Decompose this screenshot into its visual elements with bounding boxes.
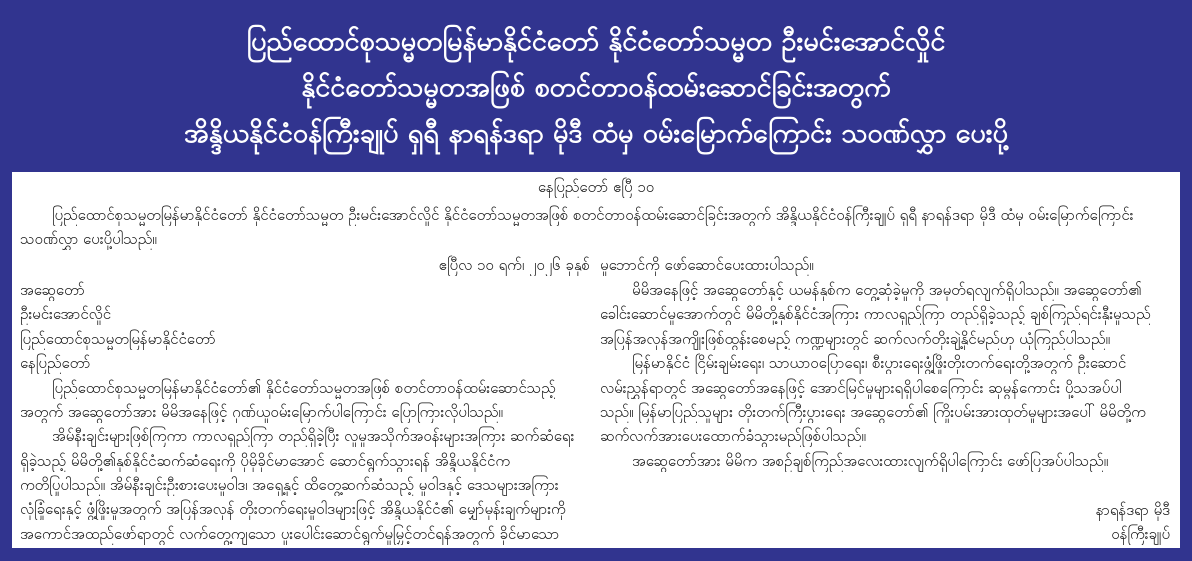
intro-paragraph-line: ပြည်ထောင်စုသမ္မတမြန်မာနိုင်ငံတော် နိုင်ငံတော်သမ္မတ ဦးမင်းအောင်လှိုင် နိုင်ငံတော်သမ္မတအဖြစ် စတင်တာဝန်ထမ်းဆောင်ခြင်းအတွက် အိန္ဒိယနိုင်ငံဝန်ကြီးချုပ် ရှရီ နာရန်ဒရာ မိုဒီ ထံမှ ဝမ်းမြောက်ကြောင်း <box>52 206 1134 224</box>
addressee-salutation: အဆွေတော် <box>20 281 85 299</box>
letter-line: ရှိခဲ့သည့် မိမိတို့၏နှစ်နိုင်ငံဆက်ဆံရေးကို ပိုမိုခိုင်မာအောင် ဆောင်ရွက်သွားရန် အိန္ဒိယနိုင်ငံက <box>20 452 511 470</box>
letter-line: မြန်မာနိုင်ငံ ငြိမ်းချမ်းရေး၊ သာယာဝပြောရေး၊ စီးပွားရေးဖွံ့ဖြိုးတိုးတက်ရေးတို့အတွက် ဦးဆောင် <box>632 354 1127 372</box>
letter-line: မူဘောင်ကို ဖော်ဆောင်ပေးထားပါသည်။ <box>600 256 814 274</box>
letter-line: အပြန်အလှန်အကျိုးဖြစ်ထွန်းစေမည့် ကဏ္ဍများတွင် ဆက်လက်တိုးချဲ့နိုင်မည်ဟု ယုံကြည်ပါသည်။ <box>600 330 1111 348</box>
letter-line: လမ်းညွှန်ရာတွင် အဆွေတော်အနေဖြင့် အောင်မြင်မှုများရရှိပါစေကြောင်း ဆုမွန်ကောင်း ပို့သအပ်ပါ <box>600 379 1122 397</box>
letter-line: အိမ်နီးချင်းများဖြစ်ကြကာ ကာလရှည်ကြာ တည်ရှိခဲ့ပြီး လူမှုအသိုက်အဝန်းများအကြား ဆက်ဆံရေး <box>52 427 575 445</box>
letter-line: အကောင်အထည်ဖော်ရာတွင် လက်တွေ့ကျသော ပူးပေါင်းဆောင်ရွက်မှုမြှင့်တင်ရန်အတွက် ခိုင်မာသော <box>20 525 560 543</box>
dateline: နေပြည်တော် ဧပြီ ၁၀ <box>537 178 655 196</box>
headline-line-3: အိန္ဒိယနိုင်ငံဝန်ကြီးချုပ် ရှရီ နာရန်ဒရာ မိုဒီ ထံမှ ဝမ်းမြောက်ကြောင်း သဝဏ်လွှာ ပေးပို့ <box>184 118 1008 149</box>
letter-line: မိမိအနေဖြင့် အဆွေတော်နှင့် ယမန်နှစ်က တွေ့ဆုံခဲ့မှုကို အမှတ်ရလျက်ရှိပါသည်။ အဆွေတော်၏ <box>632 281 1142 299</box>
letter-date: ဧပြီလ ၁၀ ရက်၊ ၂၀၂၆ ခုနှစ် <box>438 256 590 274</box>
addressee-name: ဦးမင်းအောင်လှိုင် <box>20 305 112 323</box>
addressee-country: ပြည်ထောင်စုသမ္မတမြန်မာနိုင်ငံတော် <box>20 330 216 348</box>
letter-line: ဆက်လက်အားပေးထောက်ခံသွားမည်ဖြစ်ပါသည်။ <box>600 427 866 445</box>
signature-title: ဝန်ကြီးချုပ် <box>1111 525 1170 543</box>
letter-line: ခေါင်းဆောင်မှုအောက်တွင် မိမိတို့နှစ်နိုင်ငံအကြား ကာလရှည်ကြာ တည်ရှိခဲ့သည့် ချစ်ကြည်ရင်းနှီးမှုသည် <box>600 305 1151 323</box>
letter-line: လုံခြုံရေးနှင့် ဖွံ့ဖြိုးမှုအတွက် အပြန်အလှန် တိုးတက်ရေးမူဝါဒများဖြင့် အိန္ဒိယနိုင်ငံ၏ မျှော်မှန်းချက်များကို <box>20 500 566 518</box>
letter-line: သည်။ မြန်မာပြည်သူများ တိုးတက်ကြီးပွားရေး အဆွေတော်၏ ကြိုးပမ်းအားထုတ်မှုများအပေါ် မိမိတို့က <box>600 403 1146 421</box>
letter-line: ပြည်ထောင်စုသမ္မတမြန်မာနိုင်ငံတော်၏ နိုင်ငံတော်သမ္မတအဖြစ် စတင်တာဝန်ထမ်းဆောင်သည့် <box>52 379 556 397</box>
headline-banner <box>12 8 1180 168</box>
headline-line-1: ပြည်ထောင်စုသမ္မတမြန်မာနိုင်ငံတော် နိုင်ငံတော်သမ္မတ ဦးမင်းအောင်လှိုင် <box>246 26 946 57</box>
headline-line-2: နိုင်ငံတော်သမ္မတအဖြစ် စတင်တာဝန်ထမ်းဆောင်ခြင်းအတွက် <box>301 72 891 103</box>
letter-closing: အဆွေတော်အား မိမိက အစဉ်ချစ်ကြည်အလေးထားလျက်ရှိပါကြောင်း ဖော်ပြအပ်ပါသည်။ <box>632 452 1109 470</box>
article-body <box>12 172 1180 548</box>
letter-line: ကတိပြုပါသည်။ အိမ်နီးချင်းဦးစားပေးမူဝါဒ၊ အရှေ့နှင့် ထိတွေ့ဆက်ဆံသည့် မူဝါဒနှင့် ဒေသများအကြား <box>20 476 559 494</box>
intro-paragraph-line: သဝဏ်လွှာ ပေးပို့ပါသည်။ <box>20 230 157 248</box>
letter-line: အတွက် အဆွေတော်အား မိမိအနေဖြင့် ဂုဏ်ယူဝမ်းမြောက်ပါကြောင်း ပြောကြားလိုပါသည်။ <box>20 403 503 421</box>
signature-name: နာရန်ဒရာ မိုဒီ <box>1095 501 1170 519</box>
addressee-city: နေပြည်တော် <box>20 354 91 372</box>
